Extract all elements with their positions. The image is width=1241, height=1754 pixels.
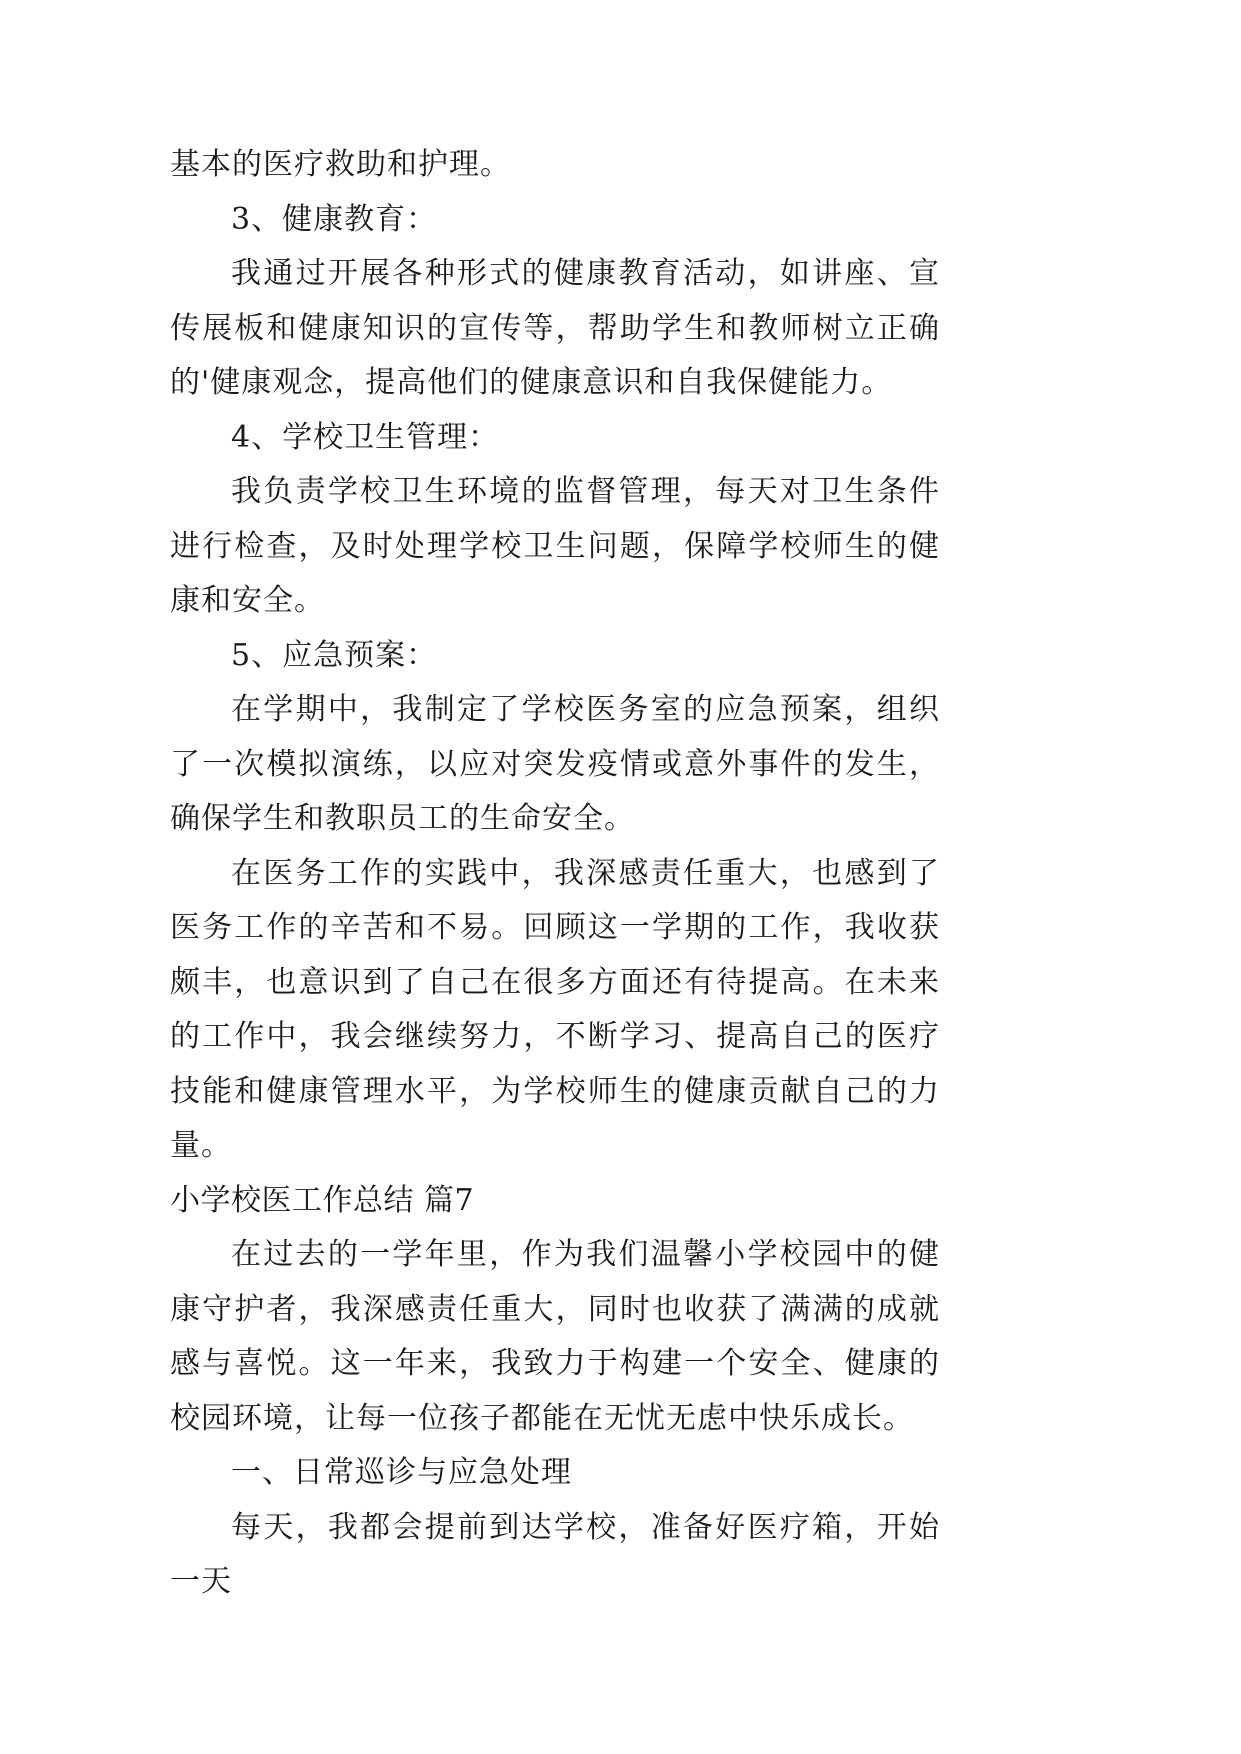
section-heading-hygiene-management: 4、学校卫生管理： [231, 419, 500, 455]
document-body [170, 138, 940, 1610]
section-heading-health-education: 3、健康教育： [231, 201, 438, 237]
paragraph-health-education: 我通过开展各种形式的健康教育活动，如讲座、宣传展板和健康知识的宣传等，帮助学生和教师树立正确的'健康观念，提高他们的健康意识和自我保健能力。 [170, 256, 940, 400]
paragraph-daily-rounds: 每天，我都会提前到达学校，准备好医疗箱，开始一天 [170, 1509, 940, 1599]
paragraph-reflection: 在医务工作的实践中，我深感责任重大，也感到了医务工作的辛苦和不易。回顾这一学期的工作，我收获颇丰，也意识到了自己在很多方面还有待提高。在未来的工作中，我会继续努力，不断学习、提高自己的医疗技能和健康管理水平，为学校师生的健康贡献自己的力量。 [170, 855, 940, 1163]
paragraph-emergency-plan: 在学期中，我制定了学校医务室的应急预案，组织了一次模拟演练，以应对突发疫情或意外事件的发生，确保学生和教职员工的生命安全。 [170, 692, 940, 836]
section-heading-daily-rounds: 一、日常巡诊与应急处理 [231, 1455, 572, 1490]
section-heading-emergency-plan: 5、应急预案： [231, 637, 438, 673]
article-title: 小学校医工作总结 篇7 [170, 1182, 475, 1218]
paragraph-hygiene-management: 我负责学校卫生环境的监督管理，每天对卫生条件进行检查，及时处理学校卫生问题，保障学校师生的健康和安全。 [170, 474, 940, 618]
paragraph-intro: 在过去的一学年里，作为我们温馨小学校园中的健康守护者，我深感责任重大，同时也收获了满满的成就感与喜悦。这一年来，我致力于构建一个安全、健康的校园环境，让每一位孩子都能在无忧无虑中快乐成长。 [170, 1237, 940, 1436]
paragraph-continuation: 基本的医疗救助和护理。 [170, 147, 511, 182]
